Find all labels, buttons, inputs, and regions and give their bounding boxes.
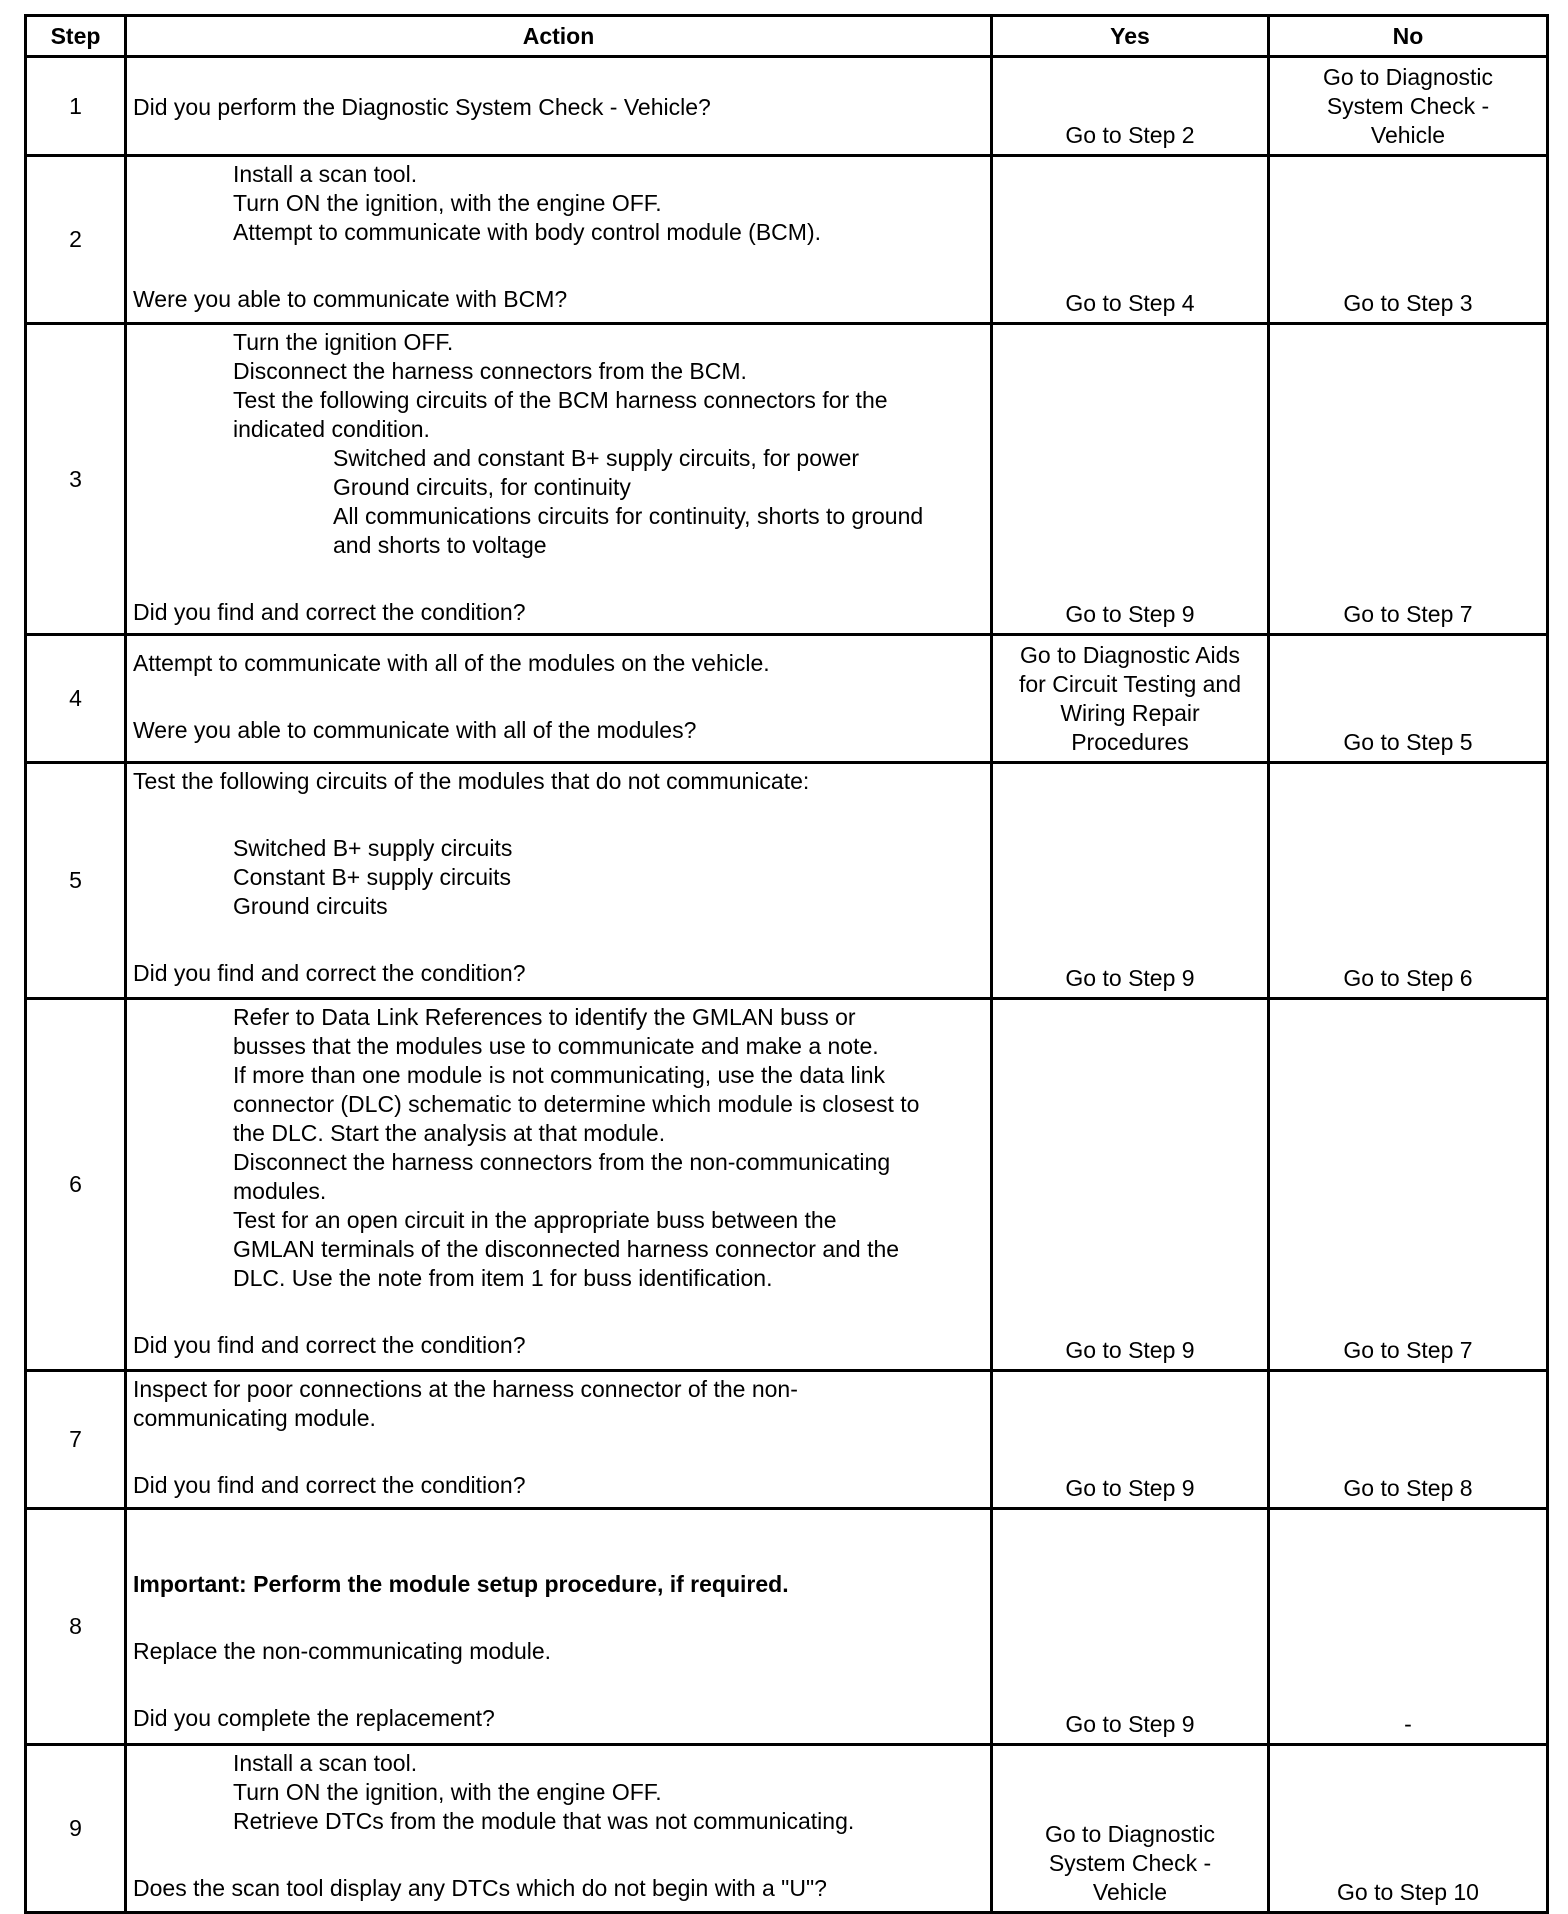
action-line: Test the following circuits of the BCM harness connectors for the — [233, 387, 888, 413]
step-number: 7 — [26, 1371, 126, 1509]
action-line: Switched B+ supply circuits — [233, 835, 513, 861]
yes-cell — [992, 57, 1269, 156]
action-cell — [126, 1509, 992, 1745]
action-line: Refer to Data Link References to identify the GMLAN buss or — [233, 1004, 856, 1030]
action-line: indicated condition. — [233, 416, 430, 442]
action-cell — [126, 156, 992, 324]
step-number: 8 — [26, 1509, 126, 1745]
action-cell — [126, 57, 992, 156]
no-text: Go to Step 10 — [1337, 1879, 1479, 1905]
action-line: busses that the modules use to communicate and make a note. — [233, 1033, 879, 1059]
no-cell — [1269, 1371, 1548, 1509]
action-line: Disconnect the harness connectors from the BCM. — [233, 358, 747, 384]
header-row — [26, 16, 1548, 57]
action-line: Test the following circuits of the modules that do not communicate: — [133, 768, 810, 794]
table-row — [26, 1509, 1548, 1745]
action-line: Install a scan tool. — [233, 1750, 418, 1776]
no-text: - — [1404, 1711, 1412, 1737]
yes-text: System Check - — [1048, 1850, 1212, 1876]
action-line: DLC. Use the note from item 1 for buss identification. — [233, 1265, 773, 1291]
step-number: 4 — [26, 635, 126, 763]
question-text: Did you find and correct the condition? — [133, 1472, 526, 1498]
table-row — [26, 156, 1548, 324]
action-cell — [126, 999, 992, 1371]
action-line: Turn the ignition OFF. — [233, 329, 454, 355]
yes-text: Go to Step 9 — [1065, 1337, 1195, 1363]
action-line: If more than one module is not communicating, use the data link — [233, 1062, 886, 1088]
no-text: Go to Step 6 — [1343, 965, 1473, 991]
action-cell — [126, 635, 992, 763]
table-row — [26, 763, 1548, 999]
table-row — [26, 57, 1548, 156]
no-cell — [1269, 156, 1548, 324]
header-action: Action — [126, 16, 992, 57]
yes-text: Wiring Repair — [1060, 700, 1200, 726]
no-text: Go to Step 5 — [1343, 729, 1473, 755]
no-cell — [1269, 999, 1548, 1371]
action-cell — [126, 1745, 992, 1913]
action-line: Ground circuits — [233, 893, 388, 919]
yes-cell — [992, 635, 1269, 763]
yes-text: Go to Step 2 — [1065, 122, 1195, 148]
question-text: Did you find and correct the condition? — [133, 1332, 526, 1358]
action-cell — [126, 1371, 992, 1509]
no-text: Go to Step 7 — [1343, 601, 1473, 627]
yes-text: Vehicle — [1092, 1879, 1168, 1905]
step-number: 2 — [26, 156, 126, 324]
question-text: Did you perform the Diagnostic System Check - Vehicle? — [133, 93, 711, 120]
action-line: connector (DLC) schematic to determine which module is closest to — [233, 1091, 920, 1117]
header-no: No — [1269, 16, 1548, 57]
yes-text: Go to Step 9 — [1065, 965, 1195, 991]
yes-text: Go to Step 9 — [1065, 1475, 1195, 1501]
table-row — [26, 324, 1548, 635]
action-line: Constant B+ supply circuits — [233, 864, 512, 890]
no-text: System Check - — [1326, 93, 1490, 119]
yes-text: for Circuit Testing and — [1018, 671, 1241, 697]
yes-text: Go to Step 4 — [1065, 290, 1195, 316]
action-line: Disconnect the harness connectors from the non-communicating — [233, 1149, 891, 1175]
action-line: Retrieve DTCs from the module that was not communicating. — [233, 1808, 855, 1834]
step-number: 6 — [26, 999, 126, 1371]
yes-cell — [992, 999, 1269, 1371]
no-text: Go to Step 8 — [1343, 1475, 1473, 1501]
step-number: 9 — [26, 1745, 126, 1913]
yes-cell — [992, 1745, 1269, 1913]
action-line: Inspect for poor connections at the harness connector of the non- — [133, 1376, 798, 1402]
step-number: 1 — [26, 57, 126, 156]
question-text: Did you find and correct the condition? — [133, 599, 526, 625]
question-text: Did you complete the replacement? — [133, 1705, 495, 1731]
yes-text: Go to Diagnostic — [1044, 1821, 1216, 1847]
no-cell — [1269, 57, 1548, 156]
no-cell — [1269, 1509, 1548, 1745]
action-line: Turn ON the ignition, with the engine OFF. — [233, 1779, 662, 1805]
action-subline: All communications circuits for continuity, shorts to ground — [333, 503, 924, 529]
table-row — [26, 999, 1548, 1371]
table-row — [26, 1371, 1548, 1509]
no-cell — [1269, 324, 1548, 635]
yes-text: Go to Step 9 — [1065, 1711, 1195, 1737]
question-text: Did you find and correct the condition? — [133, 960, 526, 986]
action-subline: Ground circuits, for continuity — [333, 474, 631, 500]
action-subline: and shorts to voltage — [333, 532, 547, 558]
action-line: Test for an open circuit in the appropriate buss between the — [233, 1207, 837, 1233]
step-number: 3 — [26, 324, 126, 635]
table-row — [26, 1745, 1548, 1913]
yes-text: Go to Step 9 — [1065, 601, 1195, 627]
action-line: Replace the non-communicating module. — [133, 1638, 552, 1664]
action-line: Attempt to communicate with all of the modules on the vehicle. — [133, 650, 770, 676]
action-line: Install a scan tool. — [233, 161, 418, 187]
action-line: modules. — [233, 1178, 327, 1204]
diagnostic-table — [24, 14, 1549, 1914]
action-cell — [126, 324, 992, 635]
step-number: 5 — [26, 763, 126, 999]
no-cell — [1269, 763, 1548, 999]
question-text: Does the scan tool display any DTCs which do not begin with a "U"? — [133, 1875, 827, 1901]
no-text: Go to Step 7 — [1343, 1337, 1473, 1363]
yes-text: Procedures — [1071, 729, 1189, 755]
no-cell — [1269, 1745, 1548, 1913]
question-text: Were you able to communicate with all of the modules? — [133, 717, 697, 743]
action-subline: Switched and constant B+ supply circuits, for power — [333, 445, 860, 471]
action-cell — [126, 763, 992, 999]
yes-cell — [992, 763, 1269, 999]
question-text: Were you able to communicate with BCM? — [133, 286, 568, 312]
no-text: Go to Diagnostic — [1322, 64, 1494, 90]
no-text: Vehicle — [1370, 122, 1446, 148]
action-line: communicating module. — [133, 1405, 376, 1431]
table-row — [26, 635, 1548, 763]
yes-cell — [992, 1509, 1269, 1745]
header-step: Step — [26, 16, 126, 57]
yes-cell — [992, 156, 1269, 324]
action-line: the DLC. Start the analysis at that module. — [233, 1120, 666, 1146]
action-line: GMLAN terminals of the disconnected harness connector and the — [233, 1236, 900, 1262]
yes-text: Go to Diagnostic Aids — [1020, 642, 1240, 668]
yes-cell — [992, 1371, 1269, 1509]
no-cell — [1269, 635, 1548, 763]
yes-cell — [992, 324, 1269, 635]
action-line: Turn ON the ignition, with the engine OFF. — [233, 190, 662, 216]
no-text: Go to Step 3 — [1343, 290, 1473, 316]
action-line: Attempt to communicate with body control module (BCM). — [233, 219, 822, 245]
important-note: Important: Perform the module setup procedure, if required. — [133, 1571, 789, 1597]
header-yes: Yes — [992, 16, 1269, 57]
